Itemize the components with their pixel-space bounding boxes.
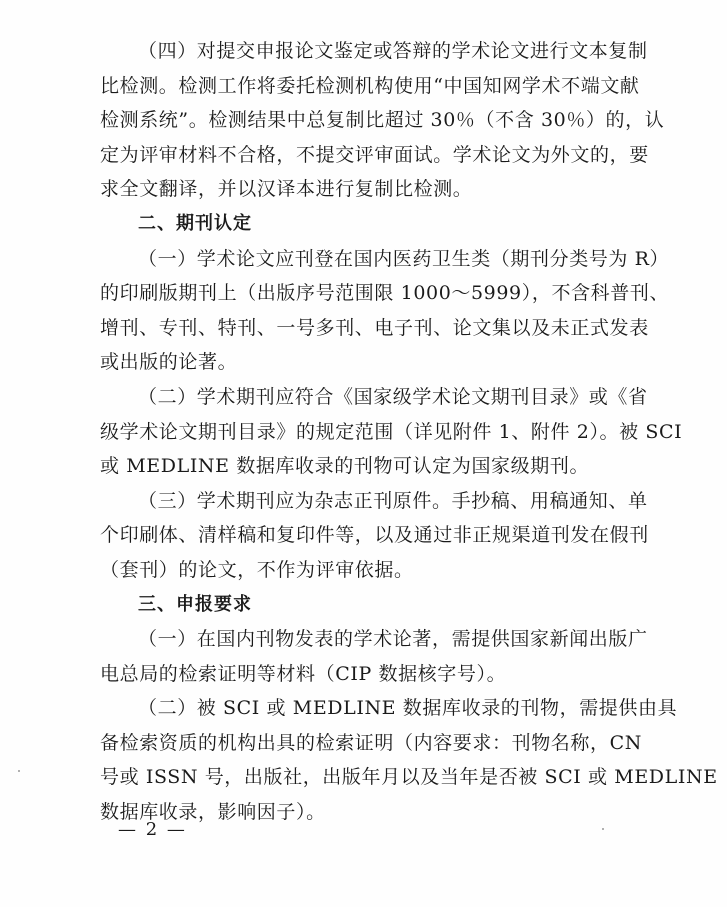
scan-speck [18, 770, 20, 772]
section-heading-journal-recognition: 二、期刊认定 [138, 212, 252, 234]
paragraph-line: 比检测。检测工作将委托检测机构使用“中国知网学术不端文献 [100, 74, 640, 97]
document-body [100, 34, 718, 830]
paragraph-line: （二）学术期刊应符合《国家级学术论文期刊目录》或《省 [138, 385, 648, 408]
paragraph-line: 求全文翻译，并以汉译本进行复制比检测。 [100, 178, 473, 201]
paragraph-line: 或 MEDLINE 数据库收录的刊物可认定为国家级期刊。 [100, 455, 590, 478]
paragraph-line: 的印刷版期刊上（出版序号范围限 1000～5999），不含科普刊、 [100, 282, 670, 305]
paragraph-line: 级学术论文期刊目录》的规定范围（详见附件 1、附件 2）。被 SCI [100, 420, 683, 443]
paragraph-line: 电总局的检索证明等材料（CIP 数据核字号）。 [100, 662, 507, 685]
paragraph-line: 备检索资质的机构出具的检索证明（内容要求：刊物名称，CN [100, 731, 642, 754]
paragraph-line: （一）在国内刊物发表的学术论著，需提供国家新闻出版广 [138, 628, 648, 651]
paragraph-line: （套刊）的论文，不作为评审依据。 [100, 558, 414, 581]
scan-speck [602, 828, 604, 830]
paragraph-line: 或出版的论著。 [100, 351, 238, 374]
paragraph-line: 增刊、专刊、特刊、一号多刊、电子刊、论文集以及未正式发表 [100, 316, 649, 339]
paragraph-line: （一）学术论文应刊登在国内医药卫生类（期刊分类号为 R） [138, 247, 670, 270]
paragraph-line: （四）对提交申报论文鉴定或答辩的学术论文进行文本复制 [138, 40, 648, 62]
section-heading-application-requirements: 三、申报要求 [138, 593, 252, 615]
paragraph-line: 个印刷体、清样稿和复印件等，以及通过非正规渠道刊发在假刊 [100, 524, 649, 547]
paragraph-line: 号或 ISSN 号，出版社，出版年月以及当年是否被 SCI 或 MEDLINE [100, 766, 718, 789]
page-number: — 2 — [118, 819, 187, 840]
paragraph-line: 检测系统”。检测结果中总复制比超过 30％（不含 30％）的，认 [100, 109, 665, 132]
paragraph-line: 定为评审材料不合格，不提交评审面试。学术论文为外文的，要 [100, 143, 649, 166]
paragraph-line: （三）学术期刊应为杂志正刊原件。手抄稿、用稿通知、单 [138, 489, 648, 512]
paragraph-line: 数据库收录，影响因子）。 [100, 801, 326, 824]
paragraph-line: （二）被 SCI 或 MEDLINE 数据库收录的刊物，需提供由具 [138, 697, 678, 720]
